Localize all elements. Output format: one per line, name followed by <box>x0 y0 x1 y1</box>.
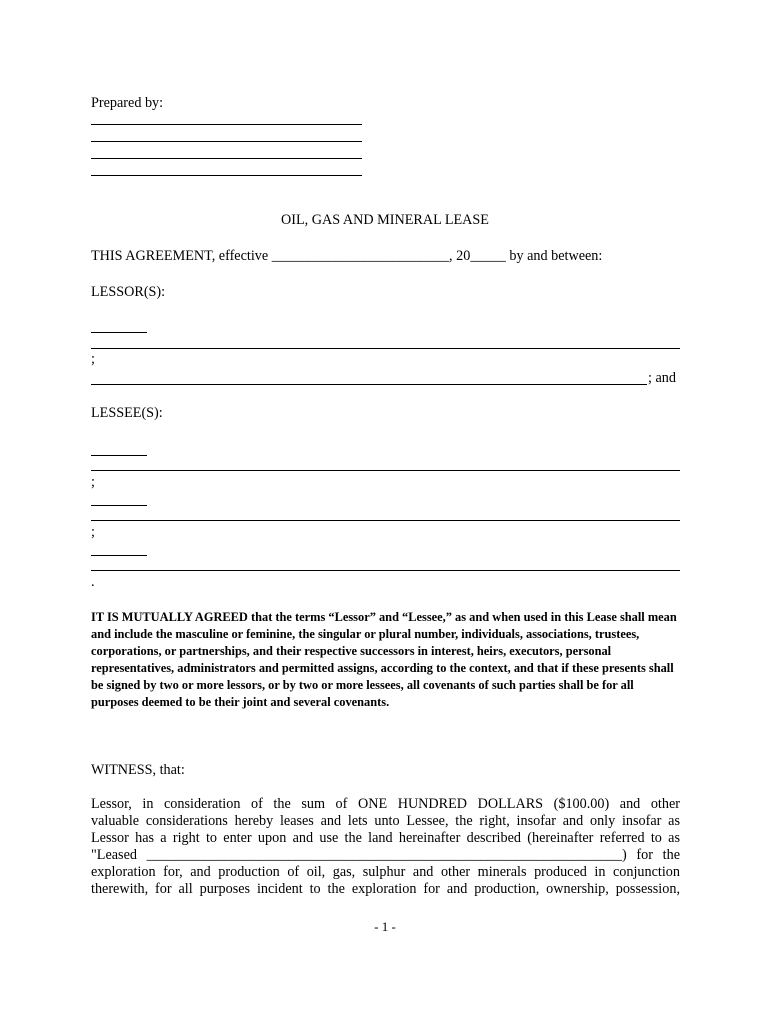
prepared-by-line-4 <box>91 175 362 176</box>
consideration-line: therewith, for all purposes incident to the exploration for and production, ownership, possession, <box>91 881 680 897</box>
prepared-by-label: Prepared by: <box>91 95 164 111</box>
prepared-by-line-1 <box>91 124 362 125</box>
consideration-line: Lessor has a right to enter upon and use the land hereinafter described (hereinafter referred to as <box>91 830 680 846</box>
prepared-by-line-2 <box>91 141 362 142</box>
lessor-label: LESSOR(S): <box>91 284 166 300</box>
lessor-short-blank <box>91 332 147 333</box>
consideration-paragraph <box>91 796 680 898</box>
agreement-line: THIS AGREEMENT, effective _________________________, 20_____ by and between: <box>91 248 603 264</box>
consideration-line: valuable considerations hereby leases and lets unto Lessee, the right, insofar and only insofar as <box>91 813 680 829</box>
lessee-semicolon-1: ; <box>91 474 95 490</box>
lessee-short-blank-3 <box>91 555 147 556</box>
lessee-name-line-3 <box>91 570 680 571</box>
witness-heading: WITNESS, that: <box>91 762 185 778</box>
consideration-line: exploration for, and production of oil, gas, sulphur and other minerals produced in conjunction <box>91 864 680 880</box>
consideration-line: Lessor, in consideration of the sum of ONE HUNDRED DOLLARS ($100.00) and other <box>91 796 680 812</box>
prepared-by-line-3 <box>91 158 362 159</box>
lessee-label: LESSEE(S): <box>91 405 163 421</box>
consideration-line: "Leased ___________________________________________________________________) for the <box>91 847 680 863</box>
document-title: OIL, GAS AND MINERAL LEASE <box>281 212 489 228</box>
page-number: - 1 - <box>374 919 396 934</box>
lessor-semicolon: ; <box>91 351 95 367</box>
lessee-name-line-2 <box>91 520 680 521</box>
lessor-name-line-2 <box>91 384 647 385</box>
lessee-period: . <box>91 574 95 590</box>
lessor-name-line-1 <box>91 348 680 349</box>
lessee-name-line-1 <box>91 470 680 471</box>
lessee-semicolon-2: ; <box>91 524 95 540</box>
lessee-short-blank-1 <box>91 455 147 456</box>
lessee-short-blank-2 <box>91 505 147 506</box>
mutual-agreement-paragraph: IT IS MUTUALLY AGREED that the terms “Lessor” and “Lessee,” as and when used in this Lease shall mean and include the masculine or feminine, the singular or plural number, individuals, associations, trustees, corporations, or partnerships, and their respective successors in interest, heirs, executors, personal representatives, administrators and permitted assigns, according to the context, and that if these presents shall be signed by two or more lessors, or by two or more lessees, all covenants of such parties shall be for all purposes deemed to be their joint and several covenants. <box>91 610 677 709</box>
lessor-and-suffix: ; and <box>648 370 676 386</box>
